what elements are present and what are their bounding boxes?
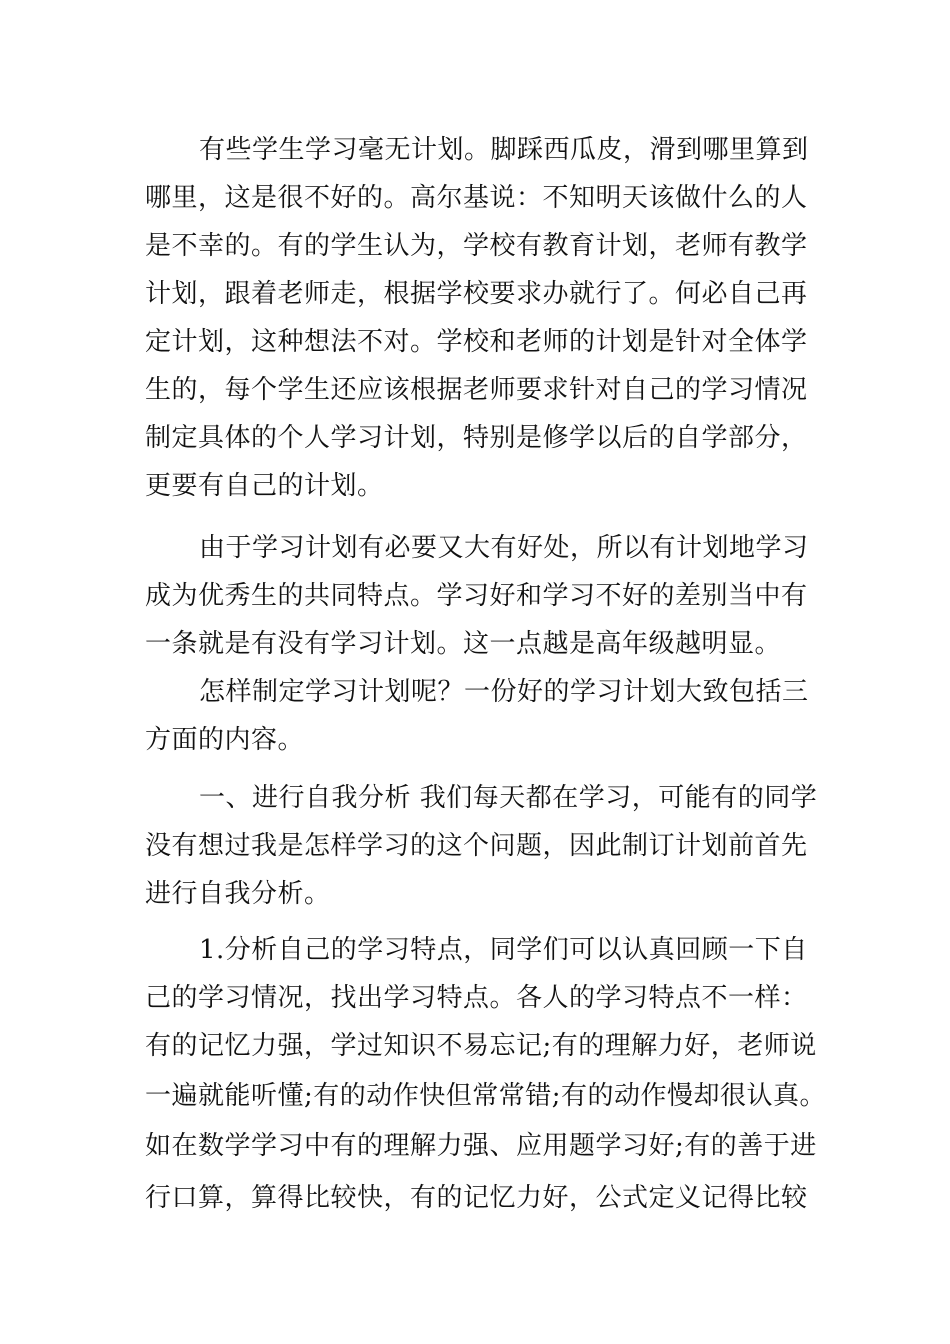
paragraph-2-line-1: 由于学习计划有必要又大有好处，所以有计划地学习	[199, 533, 809, 563]
paragraph-2-line-2: 成为优秀生的共同特点。学习好和学习不好的差别当中有	[145, 581, 808, 611]
paragraph-5-line-2: 己的学习情况，找出学习特点。各人的学习特点不一样：	[145, 983, 808, 1013]
paragraph-4-line-3: 进行自我分析。	[145, 879, 331, 909]
paragraph-1-line-1: 有些学生学习毫无计划。脚踩西瓜皮，滑到哪里算到	[199, 135, 809, 165]
paragraph-5-line-5: 如在数学学习中有的理解力强、应用题学习好;有的善于进	[145, 1131, 817, 1161]
paragraph-1-line-8: 更要有自己的计划。	[145, 471, 384, 501]
paragraph-1-line-4: 计划，跟着老师走，根据学校要求办就行了。何必自己再	[145, 279, 808, 309]
paragraph-5-line-6: 行口算，算得比较快，有的记忆力好，公式定义记得比较	[145, 1183, 808, 1213]
paragraph-1-line-5: 定计划，这种想法不对。学校和老师的计划是针对全体学	[145, 327, 808, 357]
paragraph-1-line-6: 生的，每个学生还应该根据老师要求针对自己的学习情况	[145, 375, 808, 405]
paragraph-4-line-1: 一、进行自我分析 我们每天都在学习，可能有的同学	[199, 783, 818, 813]
paragraph-1-line-7: 制定具体的个人学习计划，特别是修学以后的自学部分，	[145, 423, 808, 453]
paragraph-5-line-3: 有的记忆力强，学过知识不易忘记;有的理解力好，老师说	[145, 1031, 817, 1061]
paragraph-3-line-2: 方面的内容。	[145, 725, 305, 755]
paragraph-5-line-4: 一遍就能听懂;有的动作快但常常错;有的动作慢却很认真。	[145, 1081, 827, 1111]
paragraph-4-line-2: 没有想过我是怎样学习的这个问题，因此制订计划前首先	[145, 831, 808, 861]
paragraph-2-line-3: 一条就是有没有学习计划。这一点越是高年级越明显。	[145, 629, 782, 659]
paragraph-1-line-2: 哪里，这是很不好的。高尔基说：不知明天该做什么的人	[145, 183, 808, 213]
paragraph-1-line-3: 是不幸的。有的学生认为，学校有教育计划，老师有教学	[145, 231, 808, 261]
paragraph-3-line-1: 怎样制定学习计划呢？一份好的学习计划大致包括三	[199, 677, 809, 707]
paragraph-5-line-1: 1.分析自己的学习特点，同学们可以认真回顾一下自	[199, 935, 808, 965]
